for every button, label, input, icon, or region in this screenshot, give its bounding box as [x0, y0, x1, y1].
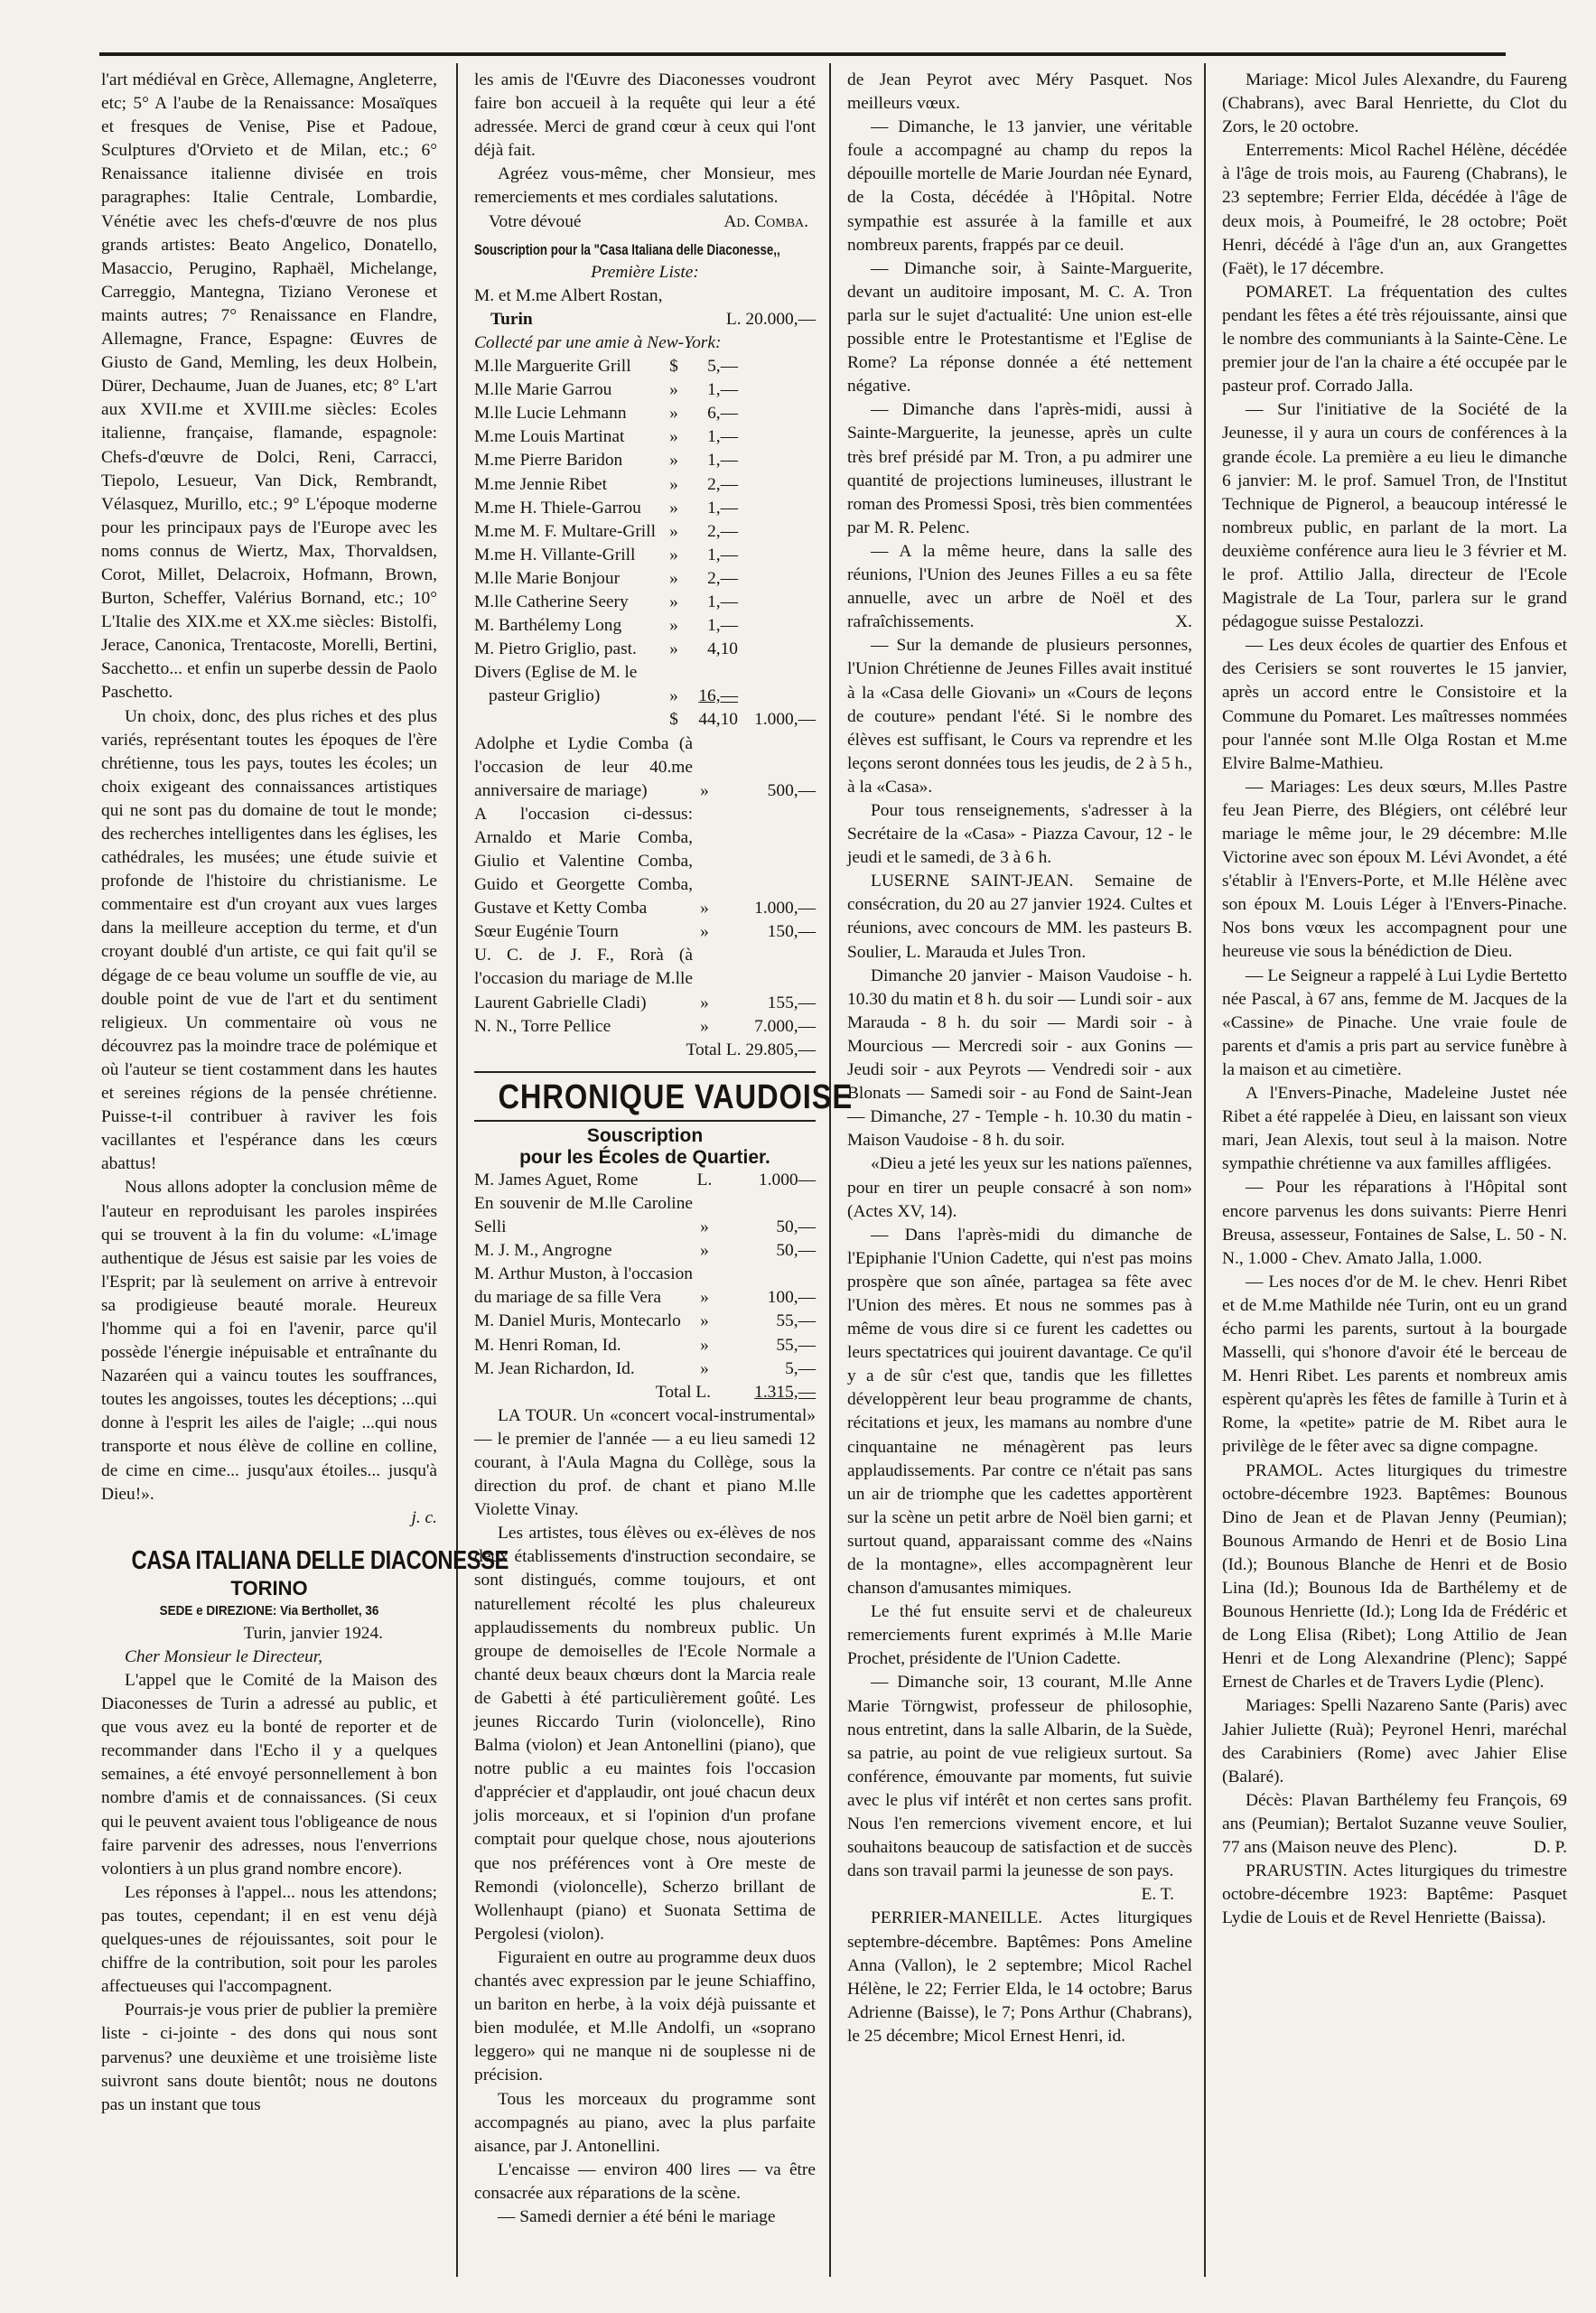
donor-name: N. N., Torre Pellice [474, 1016, 611, 1036]
perrier-paragraph: PERRIER-MANEILLE. Actes liturgiques septembre-décembre. Baptêmes: Pons Ameline Anna (Vallon), le 2 septembre; Micol Rachel Hélène, le 22; Ferrier Elda, le 14 octobre; Barus Adrienne (Baisse), le 7; Pons Arthur (Chabrans), le 25 décembre; Micol Ernest Henri, id. [847, 1908, 1192, 2046]
donor-row [474, 308, 816, 331]
casa-address: SEDE e DIREZIONE: Via Berthollet, 36 [159, 1602, 379, 1618]
donor-amount: 4,10 [707, 639, 738, 659]
divers-label-2: pasteur Griglio) [489, 686, 601, 706]
casa-total: Total L. 29.805,— [686, 1040, 816, 1059]
pomaret-paragraph: POMARET. La fréquentation des cultes pendant les fêtes a été très réjouissante, ainsi que le nombre des communiants à la Sainte-Cène. Le premier jour de l'an la chaire a été occupée par le pasteur prof. Corrado Jalla. [1222, 282, 1567, 396]
donor-row [474, 1357, 816, 1381]
currency-mark: $ [669, 710, 678, 730]
ditto-mark: » [700, 922, 709, 942]
ditto-mark: » [700, 1241, 709, 1261]
news-paragraph: Mariages: Spelli Nazareno Sante (Paris) avec Jahier Juliette (Ruà); Peyronel Henri, maréchal des Carabiniers (Rome) avec Jahier Elise (Balaré). [1222, 1696, 1567, 1786]
donor-amount: 2,— [707, 474, 738, 494]
donor-name: M. James Aguet, Rome [474, 1170, 639, 1189]
ecoles-heading-1: Souscription [586, 1124, 704, 1146]
letter-continuation: les amis de l'Œuvre des Diaconesses voudront faire bon accueil à la requête qui leur a été adressée. Merci de grand cœur à ceux qui l'ont déjà fait. [474, 70, 816, 161]
chronique-heading: CHRONIQUE VAUDOISE [498, 1077, 854, 1116]
donor-name: M.me H. Thiele-Garrou [474, 498, 641, 518]
donor-amount: 55,— [776, 1311, 816, 1331]
letter-signature-row [474, 210, 816, 234]
donor-row [474, 520, 816, 544]
ditto-mark: » [700, 899, 709, 919]
donor-name: M.me Jennie Ribet [474, 474, 608, 494]
news-paragraph: — Dans l'après-midi du dimanche de l'Epiphanie l'Union Cadette, qui n'est pas moins prospère que son aînée, partagea sa fête avec l'Union des mères. Et nous ne sommes pas à même de vous dire si ce furent les cadettes ou leurs spectatrices qui jouirent davantage. Ce qu'il y a de sûr c'est que, tandis que les fillettes développèrent leur beau programme de chants, récitations et jeux, les mamans au nombre d'une cinquantaine ne ménagèrent pas leurs applaudissements. Par contre ce n'était pas sans un air de triomphe que les cadettes apportèrent sur la scène un petit arbre de Noël bien garni; et surtout quand, apparaissant comme des «Nains de la montagne», elles accompagnèrent leur chanson d'amusantes mimiques. [847, 1225, 1192, 1599]
news-paragraph: — Les noces d'or de M. le chev. Henri Ribet et de M.me Mathilde née Turin, ont eu un grand écho parmi les parents, surtout à la bourgade Masselli, qui s'honore d'avoir été le berceau de M. Henri Ribet. Les parents et nombreux amis espèrent qu'après les fêtes de famille à Turin et à Rome, la «petite» patrie de M. Ribet aura le privilège de le fêter avec sa digne compagne. [1222, 1272, 1567, 1457]
ditto-mark: » [700, 780, 709, 800]
donor-amount: 150,— [767, 922, 816, 942]
latour-paragraph: Figuraient en outre au programme deux duos chantés avec expression par le jeune Schiaffino, un bariton en herbe, à la voix déjà puissante et bien modulée, et M.lle Andolfi, un «soprano leggero» qui ne manque ni de souplesse ni de précision. [474, 1947, 816, 2085]
column-2 [474, 69, 854, 2229]
ecoles-donor-list [474, 1169, 816, 1381]
letter-closing-paragraph: Agréez vous-même, cher Monsieur, mes remerciements et mes cordiales salutations. [474, 164, 816, 208]
donor-name: M. Arthur Muston, à l'occasion du mariage de sa fille Vera [474, 1264, 693, 1308]
ditto-mark: » [669, 686, 678, 706]
donor-name: M. Jean Richardon, Id. [474, 1358, 635, 1378]
news-paragraph: A l'Envers-Pinache, Madeleine Justet née Ribet a été rappelée à Dieu, en laissant son vieux mari, Jean Alexis, tout seul à la maison. Notre sympathie chrétienne va aux familles affligées. [1222, 1084, 1567, 1174]
news-paragraph: Décès: Plavan Barthélemy feu François, 69 ans (Peumian); Bertalot Suzanne veuve Soulier, 77 ans (Maison neuve des Plenc). [1222, 1790, 1567, 1858]
ditto-mark: » [700, 1217, 709, 1237]
prarustin-paragraph: PRARUSTIN. Actes liturgiques du trimestre octobre-décembre 1923: Baptême: Pasquet Lydie de Louis et de Revel Henriette (Baissa). [1222, 1861, 1567, 1928]
donor-name: M.me M. F. Multare-Grill [474, 521, 656, 541]
news-paragraph: — Sur l'initiative de la Société de la Jeunesse, il y aura un cours de conférences à la grande école. La première a eu lieu le dimanche 6 janvier: M. le prof. Samuel Tron, de l'Institut Technique de Pignerol, a beaucoup intéressé le nombreux public, en parlant de la mort. La deuxième conférence aura lieu le 3 février et M. le prof. Attilio Jalla, directeur de l'Ecole Magistrale de La Tour, parlera sur le grand pédagogue suisse Pestalozzi. [1222, 400, 1567, 632]
news-paragraph: — Dimanche soir, à Sainte-Marguerite, devant un auditoire imposant, M. C. A. Tron parla sur le sujet d'actualité: Une union est-elle possible entre le Protestantisme et l'Eglise de Rome? La réponse donnée a été nettement négative. [847, 258, 1192, 396]
column-rule [456, 63, 458, 2277]
donor-amount: 100,— [767, 1288, 816, 1308]
news-paragraph: — Sur la demande de plusieurs personnes, l'Union Chrétienne de Jeunes Filles avait institué à la «Casa delle Giovani» un «Cours de leçons de couture» pendant l'été. Si le nombre des élèves est suffisant, le Cours va reprendre et les leçons seront données tous les jeudis, de 2 à 5 h., à la «Casa». [847, 636, 1192, 797]
latour-paragraph: Les artistes, tous élèves ou ex-élèves de nos deux établissements d'instruction secondaire, se sont distingués, comme toujours, et ont naturellement récolté les plus chaleureux applaudissements du nombreux public. Un groupe de demoiselles de l'Ecole Normale a chanté deux beaux chœurs dont la Marcia reale de Gabetti à été particulièrement goûté. Les jeunes Riccardo Turin (violoncelle), Rino Balma (violon) et Jean Antonellini (piano), que notre public a eu maintes fois l'occasion d'apprécier et d'applaudir, ont joué chacun deux jolis morceaux, et si l'opinion d'un profane comptait pour quelque chose, nous ajouterions que nos préférences vont à Ore meste de Remondi (violoncelle), Scherzo brillant de Wollenhaupt (piano) et Suonata Settima de Pergolesi (violon). [474, 1524, 816, 1944]
news-paragraph: — Mariages: Les deux sœurs, M.lles Pastre feu Jean Pierre, des Blégiers, ont célébré leur mariage le même jour, le 29 décembre: M.lle Victorine avec son époux M. Lévi Avondet, a été s'établir à l'Envers-Porte, et M.lle Hélène avec son époux M. Louis Léger à l'Envers-Pinache. Nos bons vœux les accompagnent pour une heureuse vie sous la bénédiction de Dieu. [1222, 777, 1567, 962]
donor-row [474, 1169, 816, 1192]
donor-row [474, 355, 816, 378]
new-york-donor-list [474, 355, 816, 661]
ditto-mark: L. [696, 1170, 713, 1189]
news-paragraph: — A la même heure, dans la salle des réunions, l'Union des Jeunes Filles a eu sa fête annuelle, avec un arbre de Noël et des rafraîchissements. [847, 541, 1192, 632]
letter-signature: Ad. Comba. [723, 211, 808, 231]
donor-amount: 1,— [707, 427, 738, 447]
letter-salutation: Cher Monsieur le Directeur, [125, 1646, 323, 1666]
donor-amount: 1,— [707, 498, 738, 518]
donor-row [474, 402, 816, 425]
book-review-paragraph: Un choix, donc, des plus riches et des plus variés, représentant toutes les époques de l'ère chrétienne, tous les pays, toutes les écoles; un choix exigeant des connaissances artistiques qui ne sont pas du domaine de tout le monde; des recherches intelligentes dans les églises, les cathédrales, les musées; une étude suivie et profonde de l'histoire du christianisme. Le commentaire est d'un croyant aux vues larges dans la meilleure acception du terme, et d'un croyant doublé d'un artiste, ce qui fait qu'il se dégage de ce beau volume un souffle de vie, au double point de vue de l'art et du sentiment religieux. Un commentaire où vous ne découvrez pas la moindre trace de polémique et où l'auteur se tient costamment dans les hautes et sereines régions de la pensée chrétienne. Puisse-t-il contribuer à raviver les fois vacillantes et l'espérance dans les cœurs abattus! [101, 706, 437, 1174]
ecoles-heading-2: pour les Écoles de Quartier. [519, 1146, 770, 1168]
divers-label: Divers (Eglise de M. le [474, 663, 638, 683]
donor-name: M.me Louis Martinat [474, 427, 625, 447]
donor-amount: 2,— [707, 568, 738, 588]
donor-name: M. Pietro Griglio, past. [474, 639, 637, 659]
column-1 [101, 69, 509, 2117]
donor-amount: 50,— [776, 1241, 816, 1261]
donor-row [474, 473, 816, 497]
donor-amount: 500,— [767, 780, 816, 800]
ditto-mark: » [669, 451, 678, 471]
ditto-mark: » [669, 498, 678, 518]
donor-amount: L. 20.000,— [725, 309, 816, 329]
donor-name: M.lle Catherine Seery [474, 592, 629, 611]
luserne-paragraph: LUSERNE SAINT-JEAN. Semaine de consécration, du 20 au 27 janvier 1924. Cultes et réunions, avec concours de MM. les pasteurs B. Soulier, L. Marauda et Jules Tron. [847, 872, 1192, 962]
latour-paragraph: — Samedi dernier a été béni le mariage [498, 2206, 776, 2226]
donor-name: M.lle Lucie Lehmann [474, 404, 627, 424]
donor-row [474, 497, 816, 520]
ditto-mark: » [669, 474, 678, 494]
ny-total-row [474, 708, 816, 732]
donor-amount: 50,— [776, 1217, 816, 1237]
ditto-mark: » [669, 521, 678, 541]
ditto-mark: » [700, 993, 709, 1012]
donor-row [474, 449, 816, 472]
latour-paragraph: Tous les morceaux du programme sont accompagnés au piano, avec la plus parfaite aisance, par J. Antonellini. [474, 2089, 816, 2156]
donor-name: M.lle Marguerite Grill [474, 357, 631, 377]
column-rule [1204, 63, 1206, 2277]
news-paragraph: — Le Seigneur a rappelé à Lui Lydie Bertetto née Pascal, à 67 ans, femme de M. Jacques de la «Cassine» de Pinache. Une vraie foule de parents et d'amis a pris part au service funèbre à la maison et au cimetière. [1222, 965, 1567, 1079]
donor-amount: 6,— [707, 404, 738, 424]
news-paragraph: — Dimanche soir, 13 courant, M.lle Anne Marie Törngwist, professeur de philosophie, nous entretint, dans la salle Albarin, de la Suède, sa patrie, au point de vue religieux surtout. Sa conférence, émouvante par moments, fut suivie avec le plus vif intérêt et non certes sans profit. Nous l'en remercions vivement encore, et lui souhaitons beaucoup de satisfaction et de succès dans son travail parmi la jeunesse de son pays. [847, 1673, 1192, 1881]
donor-amount: 1,— [707, 545, 738, 564]
ny-total: 44,10 [698, 710, 738, 730]
review-signature: j. c. [411, 1507, 437, 1527]
ditto-mark: » [669, 545, 678, 564]
ditto-mark: » [669, 380, 678, 400]
art-history-paragraph: l'art médiéval en Grèce, Allemagne, Angleterre, etc; 5° A l'aube de la Renaissance: Mosaïques et fresques de Venise, Pise et Padoue, Sculptures d'Orvieto et de Milan, etc.; 6° Renaissance italienne divisée en trois paragraphes: Italie Centrale, Lombardie, Vénétie avec les chefs-d'œuvre de nos plus grands artistes: Beato Angelico, Donatello, Masaccio, Perugino, Raphaël, Michelange, Carreggio, Mantegna, Tiziano Veronese et maints autres; 7° Renaissance en Flandre, Allemagne, France, Espagne: Œuvres de Giusto de Gand, Memling, les deux Holbein, Dürer, Dechaume, Juan de Juanes, etc; 8° L'art aux XVII.me et XVIII.me siècles: Ecoles italienne, française, flamande, espagnole: Chefs-d'œuvre de Dolci, Reni, Carracci, Tiepolo, Lesueur, Van Dick, Rembrandt, Vélasquez, Murillo, etc.; 9° L'époque moderne pour les principaux pays de l'Europe avec les noms connus de Wiertz, Max, Thorvaldsen, Corot, Millet, Delacroix, Hofmann, Brown, Burton, Scheffer, Valérius Bornand, etc.; 10° L'Italie des XIX.me et XX.me siècles: Bistolfi, Jerace, Canonica, Trentacoste, Morelli, Bertini, Sacchetto... et enfin un superbe dessin de Paolo Paschetto. [101, 70, 437, 703]
top-rule [99, 52, 1506, 56]
donor-amount: 7.000,— [754, 1016, 816, 1036]
latour-paragraph: L'encaisse — environ 400 lires — va être consacrée aux réparations de la scène. [474, 2159, 816, 2203]
donor-amount: 1,— [707, 380, 738, 400]
news-paragraph: Le thé fut ensuite servi et de chaleureux remerciements furent exprimés à M.lle Marie Prochet, présidente de l'Union Cadette. [847, 1602, 1192, 1669]
column-4 [1222, 69, 1567, 1931]
donor-row [474, 685, 816, 708]
ditto-mark: » [700, 1358, 709, 1378]
subscription-heading: Souscription pour la "Casa Italiana delle Diaconesse,, [474, 240, 780, 258]
casa-city: TORINO [230, 1576, 308, 1600]
donor-row [474, 1310, 816, 1333]
donor-amount: 1.000,— [754, 899, 816, 919]
donor-city: Turin [490, 309, 533, 329]
donor-amount: 5,— [785, 1358, 816, 1378]
news-paragraph: — Pour les réparations à l'Hôpital sont encore parvenus les dons suivants: Pierre Henri Breusa, assesseur, Fontaines de Salse, L. 50 - N. N., 1.000 - Chev. Amato Jalla, 1.000. [1222, 1178, 1567, 1268]
other-donor-list [474, 732, 816, 1039]
donor-name: M.me H. Villante-Grill [474, 545, 636, 564]
donor-amount: 1,— [707, 616, 738, 636]
scripture-quote: «Dieu a jeté les yeux sur les nations païennes, pour en tirer un peuple consacré à son nom» (Actes XV, 14). [847, 1154, 1192, 1221]
donor-amount: 16,— [698, 686, 738, 706]
donor-amount: 55,— [776, 1335, 816, 1355]
latour-paragraph: LA TOUR. Un «concert vocal-instrumental» — le premier de l'année — a eu lieu samedi 12 courant, à l'Aula Magna du Collège, sous la direction du prof. de chant et piano M.lle Violette Vinay. [474, 1405, 816, 1520]
ditto-mark: » [669, 592, 678, 611]
donor-name: M. Barthélemy Long [474, 616, 622, 636]
news-paragraph: — Dimanche dans l'après-midi, aussi à Sainte-Marguerite, la jeunesse, après un culte très bref présidé par M. Tron, a pu admirer une quantité de projections lumineuses, illustrant le roman des Promessi Sposi, très bien commentées par M. R. Pelenc. [847, 400, 1192, 537]
total-label: Total L. [655, 1382, 711, 1402]
donor-row [474, 591, 816, 614]
donor-row [474, 1263, 816, 1310]
donor-amount: 2,— [707, 521, 738, 541]
news-paragraph: — Dimanche, le 13 janvier, une véritable foule a accompagné au champ du repos la dépouille mortelle de Marie Jourdan née Eynard, de la Costa, décédée à l'Hôpital. Notre sympathie est assurée à la famille et aux nombreux parents, frappés par ce deuil. [847, 117, 1192, 255]
news-signature: E. T. [1141, 1885, 1174, 1905]
news-paragraph: Enterrements: Micol Rachel Hélène, décédée à l'âge de trois mois, au Faureng (Chabrans), le 23 septembre; Ferrier Elda, décédée à l'âge de deux mois, à Poumeifré, le 28 octobre; Poët Henri, décédé à l'âge d'un an, aux Grangettes (Faët), le 17 décembre. [1222, 141, 1567, 278]
ditto-mark: » [700, 1311, 709, 1331]
section-rule [474, 1071, 816, 1073]
donor-row [474, 920, 816, 944]
news-signature: X. [1175, 612, 1192, 632]
news-signature: D. P. [1533, 1838, 1567, 1858]
donor-name: M. J. M., Angrogne [474, 1241, 612, 1261]
donor-amount: 155,— [767, 993, 816, 1012]
column-rule [829, 63, 831, 2277]
donor-name: M. et M.me Albert Rostan, [474, 285, 663, 305]
donor-name: En souvenir de M.lle Caroline Selli [474, 1193, 693, 1237]
donor-name: M.me Pierre Baridon [474, 451, 623, 471]
luserne-schedule: Dimanche 20 janvier - Maison Vaudoise - h. 10.30 du matin et 8 h. du soir — Lundi soir - aux Marauda - 8 h. du soir — Mardi soir - à Mourcious — Mercredi soir - aux Gonins — Jeudi soir - aux Peyrots — Vendredi soir - aux Blonats — Samedi soir - au Fond de Saint-Jean — Dimanche, 27 - Temple - h. 10.30 du matin - Maison Vaudoise - 8 h. du soir. [847, 965, 1192, 1151]
donor-name: A l'occasion ci-dessus: Arnaldo et Marie Comba, Giulio et Valentine Comba, Guido et Georgette Comba, Gustave et Ketty Comba [474, 804, 693, 919]
donor-row [474, 1334, 816, 1357]
ditto-mark: » [669, 404, 678, 424]
donor-row [474, 567, 816, 591]
donor-amount: 1.000— [758, 1170, 816, 1189]
news-paragraph: Mariage: Micol Jules Alexandre, du Faureng (Chabrans), avec Baral Henriette, du Clot du Zors, le 20 octobre. [1222, 70, 1567, 137]
donor-row [474, 425, 816, 449]
letter-paragraph: Pourrais-je vous prier de publier la première liste - ci-jointe - des dons qui nous sont parvenus? une deuxième et une troisième liste suivront sans doute bientôt; nous ne doutons pas un instant que tous [101, 2001, 437, 2114]
donor-row [474, 544, 816, 567]
donor-name: Adolphe et Lydie Comba (à l'occasion de leur 40.me anniversaire de mariage) [474, 733, 693, 800]
news-paragraph: — Les deux écoles de quartier des Enfous et des Cerisiers se sont rouvertes le 15 janvier, après un accord entre le Consistoire et la Commune du Pomaret. Les maîtresses nommées pour l'année sont M.lle Olga Rostan et M.me Elvire Balme-Mathieu. [1222, 636, 1567, 773]
ditto-mark: » [669, 616, 678, 636]
ditto-mark: » [700, 1335, 709, 1355]
letter-date: Turin, janvier 1924. [243, 1623, 383, 1643]
donor-row [474, 732, 816, 803]
column-3 [847, 69, 1192, 2048]
donor-name: Sœur Eugénie Tourn [474, 922, 619, 942]
pramol-paragraph: PRAMOL. Actes liturgiques du trimestre octobre-décembre 1923. Baptêmes: Bounous Dino de Jean et de Plavan Jenny (Peumian); Bounous Armando de Henri et de Bosio Lina (Id.); Bounous Blanche de Henri et de Bosio Lina (Id.); Bounous Ida de Barthélemy et de Bounous Henriette (Id.); Long Ida de Frédéric et de Long Elisa (Ribet); Long Attilio de Jean Henri et de Long Alexandrine (Plenc); Sappé Ernest de Charles et de Travers Lydie (Plenc). [1222, 1460, 1567, 1693]
ecoles-total-row [474, 1381, 816, 1404]
ditto-mark: » [700, 1016, 709, 1036]
letter-closing: Votre dévoué [489, 211, 582, 231]
letter-paragraph: Les réponses à l'appel... nous les attendons; pas toutes, cependant; il en est venu déjà quelques-unes de réjouissantes, soit pour le chiffre de la contribution, soit pour les paroles affectueuses qui l'accompagnent. [101, 1882, 437, 1997]
news-paragraph: Pour tous renseignements, s'adresser à la Secrétaire de la «Casa» - Piazza Cavour, 12 - le jeudi et le samedi, de 3 à 6 h. [847, 801, 1192, 868]
letter-paragraph: L'appel que le Comité de la Maison des Diaconesses de Turin a adressé au public, et que vous avez eu la bonté de reporter et de recommander dans l'Echo il y a quelques semaines, a été envoyé personnellement à bon nombre d'amis et de connaissances. (Si ceux qui le peuvent avaient tous l'obligeance de nous faire parvenir des adresses, nous l'enverrions volontiers à un plus grand nombre encore). [101, 1671, 437, 1879]
donor-amount: 1,— [707, 451, 738, 471]
donor-row [474, 638, 816, 661]
casa-heading: CASA ITALIANA DELLE DIACONESSE [131, 1545, 509, 1575]
book-review-conclusion: Nous allons adopter la conclusion même de l'auteur en reproduisant les paroles inspirées qui se trouvent à la fin du volume: «L'image authentique de Jésus est saisie par les voies de l'Esprit; par là seulement on arrive à entrevoir sa prodigieuse beauté morale. Heureux l'homme qui a foi en l'avenir, parce qu'il possède l'énergie inépuisable et entraînante du Nazaréen qui a vaincu toutes les souffrances, toutes les angoisses, toutes les déceptions; ...qui donne à l'esprit les ailes de l'aigle; ...qui nous transporte et nous élève de colline en colline, de cime en cime... jusqu'aux étoiles... jusqu'à Dieu!». [101, 1178, 437, 1504]
donor-name: M.lle Marie Bonjour [474, 568, 621, 588]
ecoles-total: 1.315,— [754, 1382, 816, 1402]
ditto-mark: » [669, 568, 678, 588]
donor-row [474, 614, 816, 638]
donor-row [474, 803, 816, 920]
donor-row [474, 1015, 816, 1039]
ditto-mark: » [669, 639, 678, 659]
donor-row [474, 1239, 816, 1263]
donor-amount: 5,— [707, 357, 738, 377]
donor-amount: 1,— [707, 592, 738, 611]
donor-name: M.lle Marie Garrou [474, 380, 612, 400]
donor-row [474, 1192, 816, 1239]
donor-name: M. Daniel Muris, Montecarlo [474, 1311, 681, 1331]
ditto-mark: » [669, 427, 678, 447]
first-list-label: Première Liste: [591, 262, 699, 282]
collect-label: Collecté par une amie à New-York: [474, 332, 722, 352]
section-rule [474, 1120, 816, 1122]
news-paragraph: de Jean Peyrot avec Méry Pasquet. Nos meilleurs vœux. [847, 70, 1192, 114]
ditto-mark: » [700, 1288, 709, 1308]
ny-total-lire: 1.000,— [754, 710, 816, 730]
donor-row [474, 378, 816, 402]
donor-name: M. Henri Roman, Id. [474, 1335, 621, 1355]
donor-name: U. C. de J. F., Rorà (à l'occasion du mariage de M.lle Laurent Gabrielle Cladi) [474, 946, 693, 1012]
donor-row [474, 944, 816, 1014]
ditto-mark: $ [669, 357, 678, 377]
